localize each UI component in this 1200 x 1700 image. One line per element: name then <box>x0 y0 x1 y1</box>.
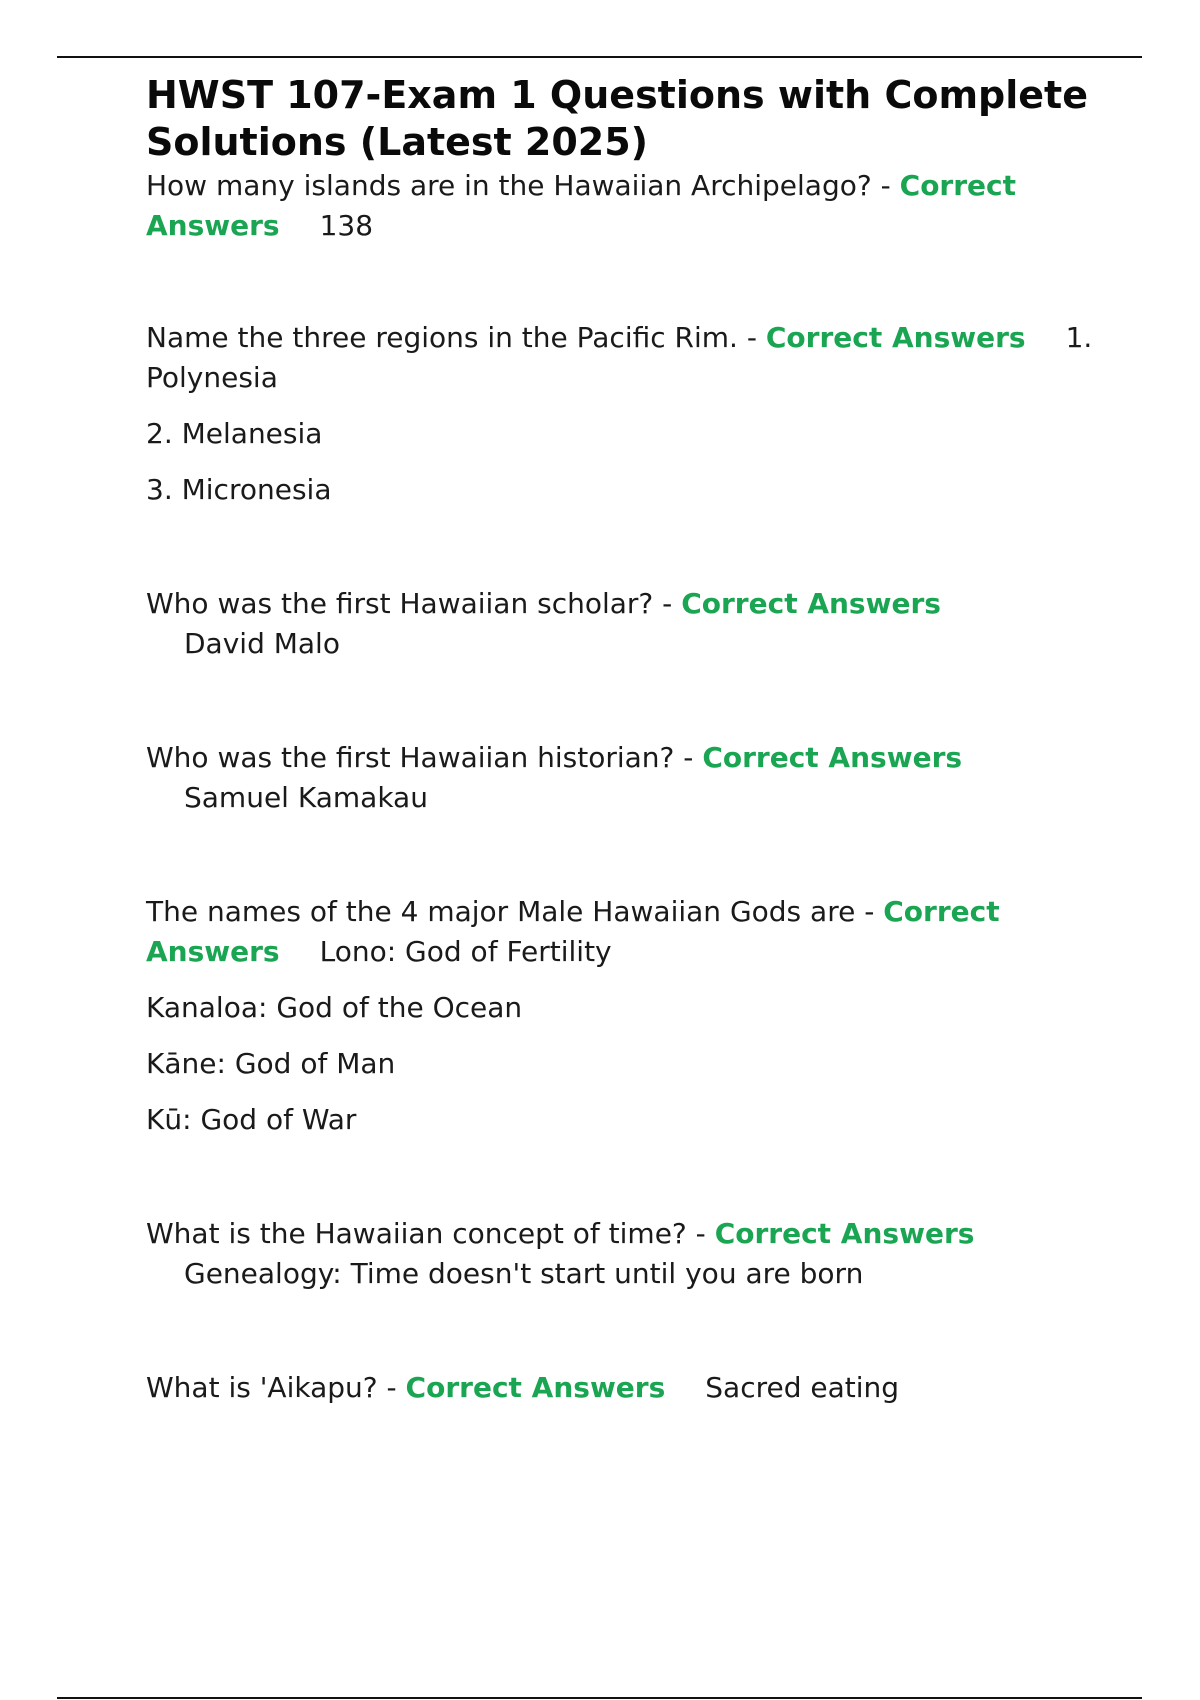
answer-line: Kanaloa: God of the Ocean <box>146 991 523 1024</box>
question-label: The names of the 4 major Male Hawaiian Gods are - <box>146 895 875 928</box>
correct-answers-label: Correct Answers <box>681 587 941 620</box>
correct-answers-label: Correct Answers <box>702 741 963 774</box>
question-text <box>146 1214 1106 1254</box>
qa-item <box>146 318 1106 510</box>
answer-text: Lono: God of Fertility <box>319 935 612 968</box>
question-text <box>146 318 1106 398</box>
question-label: What is 'Aikapu? - <box>146 1371 397 1404</box>
answer-text: Samuel Kamakau <box>184 781 428 814</box>
qa-item <box>146 166 1106 246</box>
qa-item <box>146 1368 1106 1408</box>
question-label: Name the three regions in the Pacific Rim. - <box>146 321 757 354</box>
answer-line: 2. Melanesia <box>146 417 323 450</box>
correct-answers-label: Correct Answers <box>146 895 1000 968</box>
correct-answers-label: Correct Answers <box>765 321 1026 354</box>
bottom-rule <box>57 1697 1142 1699</box>
top-rule <box>57 56 1142 58</box>
answer-line: 3. Micronesia <box>146 473 332 506</box>
answer-line: Kāne: God of Man <box>146 1047 396 1080</box>
question-label: What is the Hawaiian concept of time? - <box>146 1217 706 1250</box>
qa-item <box>146 1214 1106 1294</box>
document-title: HWST 107-Exam 1 Questions with Complete Solutions (Latest 2025) <box>146 73 1088 164</box>
question-label: How many islands are in the Hawaiian Archipelago? - <box>146 169 891 202</box>
question-label: Who was the first Hawaiian historian? - <box>146 741 694 774</box>
document-body <box>146 72 1106 1408</box>
question-text <box>146 892 1106 972</box>
question-text <box>146 738 1106 778</box>
answer-text: David Malo <box>184 627 340 660</box>
correct-answers-label: Correct Answers <box>405 1371 666 1404</box>
qa-item <box>146 584 1106 664</box>
question-text <box>146 1368 1106 1408</box>
qa-item <box>146 892 1106 1140</box>
question-text <box>146 166 1106 246</box>
qa-item <box>146 738 1106 818</box>
question-text <box>146 584 1106 624</box>
correct-answers-label: Correct Answers <box>146 169 1017 242</box>
answer-line: Kū: God of War <box>146 1103 357 1136</box>
answer-text: 1. Polynesia <box>146 321 1093 394</box>
answer-text: Genealogy: Time doesn't start until you are born <box>184 1257 864 1290</box>
question-label: Who was the first Hawaiian scholar? - <box>146 587 673 620</box>
correct-answers-label: Correct Answers <box>714 1217 975 1250</box>
answer-text: 138 <box>319 209 374 242</box>
answer-text: Sacred eating <box>705 1371 900 1404</box>
